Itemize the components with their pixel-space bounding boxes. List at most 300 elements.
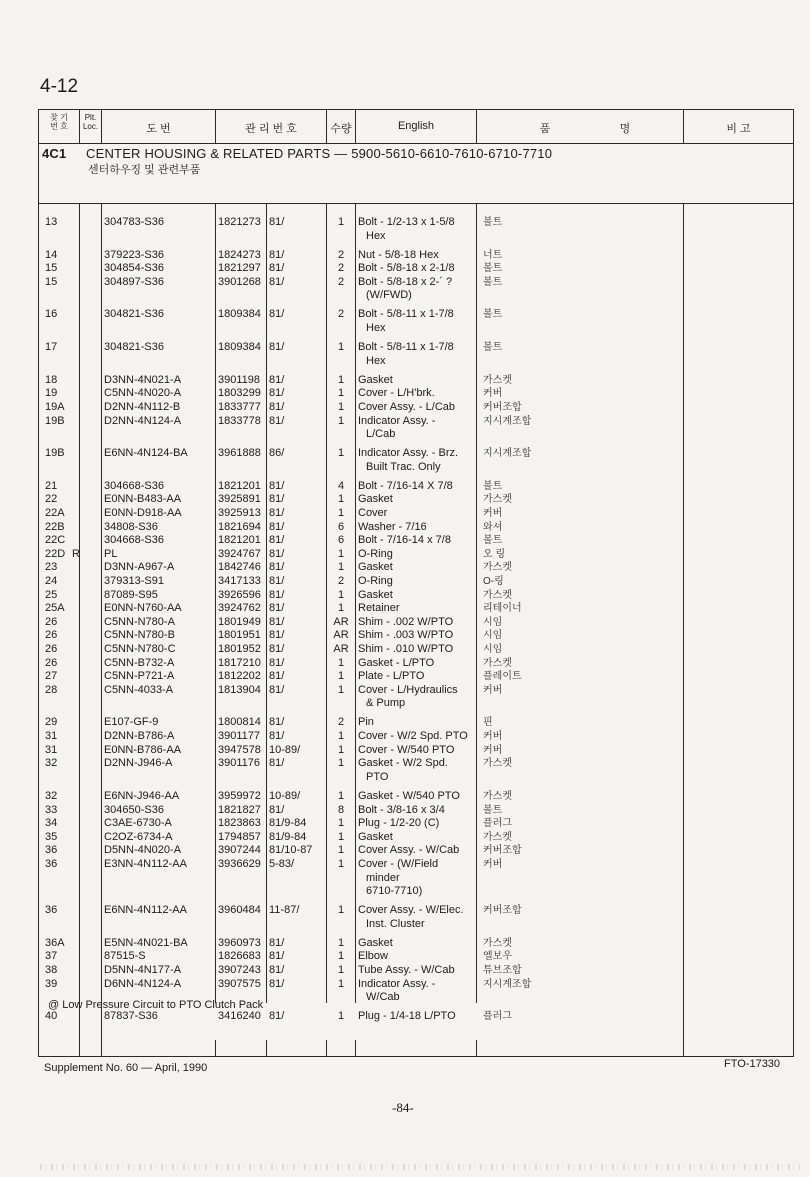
english-description: Cover - W/540 PTO <box>358 743 455 756</box>
date-code: 81/ <box>269 683 285 696</box>
management-number: 3907575 <box>218 977 261 990</box>
find-number: 19B <box>45 414 65 427</box>
date-code: 81/ <box>269 950 285 963</box>
english-description: 6710-7710) <box>366 885 423 898</box>
date-code: 81/ <box>269 803 285 816</box>
find-number: 16 <box>45 308 58 321</box>
date-code: 81/9-84 <box>269 830 307 843</box>
find-number: 34 <box>45 817 58 830</box>
drawing-number: D2NN-4N124-A <box>104 414 182 427</box>
english-description: Cover Assy. - W/Elec. <box>358 904 464 917</box>
date-code: 81/ <box>269 561 285 574</box>
header-english: English <box>397 120 435 132</box>
korean-part-name: 커버 <box>483 684 503 696</box>
management-number: 1833777 <box>218 400 261 413</box>
quantity: 2 <box>337 248 345 261</box>
korean-part-name: 가스켓 <box>483 937 512 949</box>
english-description: Shim - .003 W/PTO <box>358 629 454 642</box>
management-number: 3926596 <box>218 588 261 601</box>
drawing-number: E5NN-4N021-BA <box>104 936 188 949</box>
quantity: 1 <box>337 447 345 460</box>
korean-part-name: 볼트 <box>483 804 503 816</box>
date-code: 10-89/ <box>269 743 301 756</box>
english-description: Gasket <box>358 493 393 506</box>
korean-part-name: 와셔 <box>483 521 503 533</box>
management-number: 3416240 <box>218 1010 261 1023</box>
english-description: Tube Assy. - W/Cab <box>358 964 455 976</box>
find-number: 25A <box>45 602 65 615</box>
drawing-number: 304854-S36 <box>104 262 164 275</box>
english-description: Gasket <box>358 830 393 843</box>
drawing-number: 304897-S36 <box>104 275 164 288</box>
quantity: 1 <box>337 904 345 917</box>
english-description: Indicator Assy. - <box>358 977 436 990</box>
english-description: Hex <box>366 229 386 242</box>
management-number: 1801949 <box>218 615 261 628</box>
drawing-number: E6NN-J946-AA <box>104 789 180 802</box>
footnote: @ Low Pressure Circuit to PTO Clutch Pack <box>48 999 264 1011</box>
korean-part-name: 가스켓 <box>483 657 512 669</box>
header-remarks: 비 고 <box>726 123 751 135</box>
drawing-number: 304668-S36 <box>104 479 164 492</box>
header-management-no: 관 리 번 호 <box>245 123 297 135</box>
drawing-number: E6NN-4N112-AA <box>104 904 187 917</box>
korean-part-name: 커버 <box>483 388 503 400</box>
date-code: 81/ <box>269 400 285 413</box>
english-description: Pin <box>358 716 374 729</box>
quantity: 1 <box>337 387 345 400</box>
korean-part-name: 리테이너 <box>483 603 522 615</box>
english-description: Cover - W/2 Spd. PTO <box>358 730 468 743</box>
english-description: Cover Assy. - W/Cab <box>358 844 460 857</box>
management-number: 1821694 <box>218 520 261 533</box>
korean-part-name: 볼트 <box>483 535 503 547</box>
find-number: 22A <box>45 507 65 520</box>
english-description: Gasket <box>358 588 393 601</box>
english-description: Hex <box>366 354 386 367</box>
drawing-number: E0NN-N760-AA <box>104 602 182 615</box>
drawing-number: 304650-S36 <box>104 803 164 816</box>
date-code: 10-89/ <box>269 789 301 802</box>
date-code: 81/ <box>269 547 285 560</box>
section-code: 4C1 <box>42 146 67 161</box>
scan-edge-artifact <box>40 1164 800 1170</box>
korean-part-name: 핀 <box>483 717 493 729</box>
date-code: 81/ <box>269 716 285 729</box>
find-number: 36 <box>45 857 58 870</box>
quantity: AR <box>333 629 349 642</box>
korean-part-name: O-링 <box>483 576 504 588</box>
english-description: Built Trac. Only <box>366 460 441 473</box>
english-description: O-Ring <box>358 547 393 560</box>
drawing-number: C5NN-N780-A <box>104 615 175 628</box>
date-code: 81/10-87 <box>269 844 313 857</box>
find-number: 22D <box>45 547 66 560</box>
management-number: 3907243 <box>218 964 261 976</box>
date-code: 81/ <box>269 588 285 601</box>
find-number: 28 <box>45 683 58 696</box>
management-number: 3936629 <box>218 857 261 870</box>
english-description: Bolt - 5/8-18 x 2-1/8 <box>358 262 455 275</box>
date-code: 81/ <box>269 643 285 656</box>
date-code: 81/ <box>269 629 285 642</box>
english-description: Elbow <box>358 950 388 963</box>
date-code: 81/ <box>269 575 285 588</box>
drawing-number: 87837-S36 <box>104 1010 158 1023</box>
english-description: Gasket <box>358 561 393 574</box>
drawing-number: D2NN-B786-A <box>104 730 175 743</box>
management-number: 1821273 <box>218 216 261 228</box>
management-number: 1826683 <box>218 950 261 963</box>
find-number: 27 <box>45 670 58 683</box>
management-number: 1794857 <box>218 830 261 843</box>
drawing-number: 379223-S36 <box>104 248 164 261</box>
drawing-number: D3NN-4N021-A <box>104 373 182 386</box>
management-number: 1809384 <box>218 308 261 321</box>
english-description: Hex <box>366 322 386 335</box>
date-code: 81/ <box>269 730 285 743</box>
quantity: 6 <box>337 520 345 533</box>
drawing-number: 304783-S36 <box>104 216 164 228</box>
date-code: 81/ <box>269 248 285 261</box>
english-description: Bolt - 7/16-14 X 7/8 <box>358 479 453 492</box>
find-number: 36 <box>45 904 58 917</box>
quantity: 1 <box>337 964 345 976</box>
english-description: L/Cab <box>366 428 396 441</box>
management-number: 3901268 <box>218 275 261 288</box>
find-number: 33 <box>45 803 58 816</box>
drawing-number: C5NN-4033-A <box>104 683 174 696</box>
date-code: 81/ <box>269 977 285 990</box>
management-number: 1821201 <box>218 479 261 492</box>
management-number: 1809384 <box>218 341 261 354</box>
date-code: 81/ <box>269 964 285 976</box>
korean-part-name: 가스켓 <box>483 374 512 386</box>
english-description: Retainer <box>358 602 400 615</box>
english-description: Gasket - L/PTO <box>358 656 435 669</box>
korean-part-name: 커버 <box>483 858 503 870</box>
date-code: 81/ <box>269 493 285 506</box>
find-number: 31 <box>45 743 58 756</box>
quantity: 1 <box>337 1010 345 1023</box>
date-code: 81/ <box>269 341 285 354</box>
english-description: W/Cab <box>366 991 400 1004</box>
quantity: 1 <box>337 730 345 743</box>
drawing-number: D3NN-A967-A <box>104 561 175 574</box>
header-find-no: 찾 기 번 호 <box>50 113 68 131</box>
section-title-korean: 센터하우징 및 관련부품 <box>88 164 201 176</box>
quantity: 2 <box>337 575 345 588</box>
find-number: 22 <box>45 493 58 506</box>
find-number: 26 <box>45 656 58 669</box>
management-number: 1800814 <box>218 716 261 729</box>
management-number: 3961888 <box>218 447 261 460</box>
quantity: 8 <box>337 803 345 816</box>
quantity: 1 <box>337 844 345 857</box>
drawing-number: D2NN-J946-A <box>104 757 173 770</box>
korean-part-name: 시임 <box>483 644 503 656</box>
english-description: Cover <box>358 507 388 520</box>
quantity: 1 <box>337 216 345 228</box>
drawing-number: E6NN-4N124-BA <box>104 447 188 460</box>
management-number: 3947578 <box>218 743 261 756</box>
management-number: 1803299 <box>218 387 261 400</box>
english-description: Gasket - W/540 PTO <box>358 789 460 802</box>
english-description: Shim - .002 W/PTO <box>358 615 454 628</box>
quantity: 2 <box>337 308 345 321</box>
date-code: 81/ <box>269 275 285 288</box>
quantity: 1 <box>337 789 345 802</box>
drawing-number: C5NN-N780-B <box>104 629 175 642</box>
form-number: FTO-17330 <box>724 1058 781 1070</box>
quantity: 2 <box>337 275 345 288</box>
date-code: 81/ <box>269 216 285 228</box>
management-number: 1833778 <box>218 414 261 427</box>
english-description: Plate - L/PTO <box>358 670 425 683</box>
korean-part-name: 가스켓 <box>483 589 512 601</box>
management-number: 1821201 <box>218 534 261 547</box>
korean-part-name: 오 링 <box>483 548 506 560</box>
quantity: 1 <box>337 602 345 615</box>
quantity: 1 <box>337 817 345 830</box>
drawing-number: E0NN-B786-AA <box>104 743 182 756</box>
header-part-name-a: 품 <box>539 123 551 135</box>
management-number: 3924767 <box>218 547 261 560</box>
date-code: 81/ <box>269 615 285 628</box>
find-number: 36 <box>45 844 58 857</box>
korean-part-name: 커버 <box>483 731 503 743</box>
english-description: Cover - (W/Field <box>358 857 439 870</box>
find-number: 39 <box>45 977 58 990</box>
management-number: 1821297 <box>218 262 261 275</box>
management-number: 3901177 <box>218 730 261 743</box>
korean-part-name: 가스켓 <box>483 831 512 843</box>
korean-part-name: 커버 <box>483 744 503 756</box>
english-description: Bolt - 5/8-18 x 2-´ ? <box>358 275 453 288</box>
quantity: 1 <box>337 561 345 574</box>
drawing-number: 304668-S36 <box>104 534 164 547</box>
management-number: 3924762 <box>218 602 261 615</box>
korean-part-name: 볼트 <box>483 276 503 288</box>
date-code: 81/ <box>269 936 285 949</box>
drawing-number: E0NN-B483-AA <box>104 493 182 506</box>
section-title: CENTER HOUSING & RELATED PARTS — 5900-5610-6610-7610-6710-7710 <box>86 146 553 161</box>
management-number: 3417133 <box>218 575 261 588</box>
management-number: 1821827 <box>218 803 261 816</box>
date-code: 11-87/ <box>269 904 300 917</box>
quantity: 1 <box>337 683 345 696</box>
management-number: 3925891 <box>218 493 261 506</box>
date-code: 81/ <box>269 534 285 547</box>
date-code: 81/9-84 <box>269 817 307 830</box>
english-description: O-Ring <box>358 575 393 588</box>
header-plt-loc: Plt. Loc. <box>82 113 99 131</box>
korean-part-name: 볼트 <box>483 309 503 321</box>
date-code: 81/ <box>269 1010 285 1023</box>
management-number: 1812202 <box>218 670 261 683</box>
find-number: 23 <box>45 561 58 574</box>
quantity: 1 <box>337 547 345 560</box>
quantity: AR <box>333 615 349 628</box>
korean-part-name: 엘보우 <box>483 951 512 963</box>
management-number: 3959972 <box>218 789 261 802</box>
header-drawing-no: 도 번 <box>146 123 171 135</box>
korean-part-name: 가스켓 <box>483 494 512 506</box>
korean-part-name: 플러그 <box>483 1011 512 1023</box>
quantity: 2 <box>337 716 345 729</box>
find-number: 17 <box>45 341 58 354</box>
page-label: 4-12 <box>40 76 79 97</box>
find-number: 38 <box>45 964 58 976</box>
date-code: 81/ <box>269 414 285 427</box>
quantity: 1 <box>337 656 345 669</box>
quantity: 1 <box>337 493 345 506</box>
drawing-number: D5NN-4N177-A <box>104 964 182 976</box>
date-code: 81/ <box>269 262 285 275</box>
drawing-number: C5NN-P721-A <box>104 670 175 683</box>
quantity: 1 <box>337 400 345 413</box>
find-number: 29 <box>45 716 58 729</box>
korean-part-name: 볼트 <box>483 263 503 275</box>
english-description: Gasket <box>358 936 393 949</box>
korean-part-name: 지시계조합 <box>483 415 532 427</box>
drawing-number: C5NN-B732-A <box>104 656 175 669</box>
quantity: 2 <box>337 262 345 275</box>
quantity: 1 <box>337 977 345 990</box>
drawing-number: C2OZ-6734-A <box>104 830 173 843</box>
drawing-number: C5NN-N780-C <box>104 643 176 656</box>
quantity: 1 <box>337 341 345 354</box>
quantity: AR <box>333 643 349 656</box>
drawing-number: C3AE-6730-A <box>104 817 172 830</box>
korean-part-name: 볼트 <box>483 342 503 354</box>
find-number: 24 <box>45 575 58 588</box>
quantity: 1 <box>337 936 345 949</box>
find-number: 32 <box>45 789 58 802</box>
management-number: 1823863 <box>218 817 261 830</box>
english-description: minder <box>366 871 400 884</box>
date-code: 81/ <box>269 602 285 615</box>
find-number: 15 <box>45 262 58 275</box>
drawing-number: 87515-S <box>104 950 146 963</box>
find-number: 26 <box>45 629 58 642</box>
korean-part-name: 커버조합 <box>483 845 522 857</box>
find-number: 35 <box>45 830 58 843</box>
management-number: 3925913 <box>218 507 261 520</box>
find-number: 40 <box>45 1010 58 1023</box>
find-number: 37 <box>45 950 58 963</box>
management-number: 1842746 <box>218 561 261 574</box>
find-number: 19B <box>45 447 65 460</box>
english-description: Bolt - 3/8-16 x 3/4 <box>358 803 445 816</box>
korean-part-name: 가스켓 <box>483 790 512 802</box>
find-number: 31 <box>45 730 58 743</box>
management-number: 1824273 <box>218 248 261 261</box>
quantity: 1 <box>337 507 345 520</box>
drawing-number: D5NN-4N020-A <box>104 844 182 857</box>
drawing-number: D2NN-4N112-B <box>104 400 181 413</box>
drawing-number: PL <box>104 547 118 560</box>
management-number: 3960484 <box>218 904 261 917</box>
find-number: 26 <box>45 615 58 628</box>
quantity: 1 <box>337 743 345 756</box>
korean-part-name: 튜브조합 <box>483 965 522 976</box>
english-description: Inst. Cluster <box>366 917 425 930</box>
korean-part-name: 지시계조합 <box>483 978 532 990</box>
quantity: 1 <box>337 950 345 963</box>
date-code: 81/ <box>269 670 285 683</box>
drawing-number: C5NN-4N020-A <box>104 387 182 400</box>
find-number: 22B <box>45 520 65 533</box>
drawing-number: E3NN-4N112-AA <box>104 857 187 870</box>
quantity: 1 <box>337 414 345 427</box>
find-number: 13 <box>45 216 58 228</box>
korean-part-name: 볼트 <box>483 480 503 492</box>
drawing-number: 304821-S36 <box>104 308 164 321</box>
find-number: 14 <box>45 248 58 261</box>
find-number: 15 <box>45 275 58 288</box>
find-number: 26 <box>45 643 58 656</box>
english-description: Cover - L/Hydraulics <box>358 683 458 696</box>
english-description: Indicator Assy. - Brz. <box>358 447 459 460</box>
english-description: Shim - .010 W/PTO <box>358 643 454 656</box>
english-description: Washer - 7/16 <box>358 520 427 533</box>
drawing-number: 87089-S95 <box>104 588 158 601</box>
english-description: (W/FWD) <box>366 289 412 302</box>
date-code: 81/ <box>269 520 285 533</box>
header-quantity: 수량 <box>330 123 352 135</box>
plant-location: R <box>72 547 80 560</box>
date-code: 5-83/ <box>269 857 295 870</box>
english-description: Nut - 5/8-18 Hex <box>358 248 439 261</box>
management-number: 3907244 <box>218 844 261 857</box>
header-part-name-b: 명 <box>619 123 631 135</box>
korean-part-name: 가스켓 <box>483 562 512 574</box>
english-description: Bolt - 5/8-11 x 1-7/8 <box>358 308 454 321</box>
find-number: 36A <box>45 936 65 949</box>
korean-part-name: 플레이트 <box>483 671 522 683</box>
english-description: & Pump <box>366 697 406 710</box>
find-number: 21 <box>45 479 58 492</box>
drawing-number: D6NN-4N124-A <box>104 977 182 990</box>
date-code: 81/ <box>269 387 285 400</box>
find-number: 32 <box>45 757 58 770</box>
english-description: Bolt - 1/2-13 x 1-5/8 <box>358 216 455 228</box>
korean-part-name: 너트 <box>483 249 503 261</box>
date-code: 86/ <box>269 447 285 460</box>
management-number: 1801952 <box>218 643 261 656</box>
korean-part-name: 지시계조합 <box>483 448 532 460</box>
korean-part-name: 커버조합 <box>483 905 522 917</box>
english-description: Bolt - 5/8-11 x 1-7/8 <box>358 341 454 354</box>
date-code: 81/ <box>269 656 285 669</box>
quantity: 1 <box>337 830 345 843</box>
quantity: 1 <box>337 670 345 683</box>
management-number: 1801951 <box>218 629 261 642</box>
date-code: 81/ <box>269 308 285 321</box>
korean-part-name: 시임 <box>483 630 503 642</box>
management-number: 3901198 <box>218 373 261 386</box>
find-number: 19A <box>45 400 65 413</box>
english-description: Gasket - W/2 Spd. <box>358 757 448 770</box>
korean-part-name: 가스켓 <box>483 758 512 770</box>
drawing-number: 379313-S91 <box>104 575 164 588</box>
quantity: 6 <box>337 534 345 547</box>
drawing-number: E107-GF-9 <box>104 716 159 729</box>
english-description: Indicator Assy. - <box>358 414 436 427</box>
quantity: 1 <box>337 757 345 770</box>
date-code: 81/ <box>269 507 285 520</box>
